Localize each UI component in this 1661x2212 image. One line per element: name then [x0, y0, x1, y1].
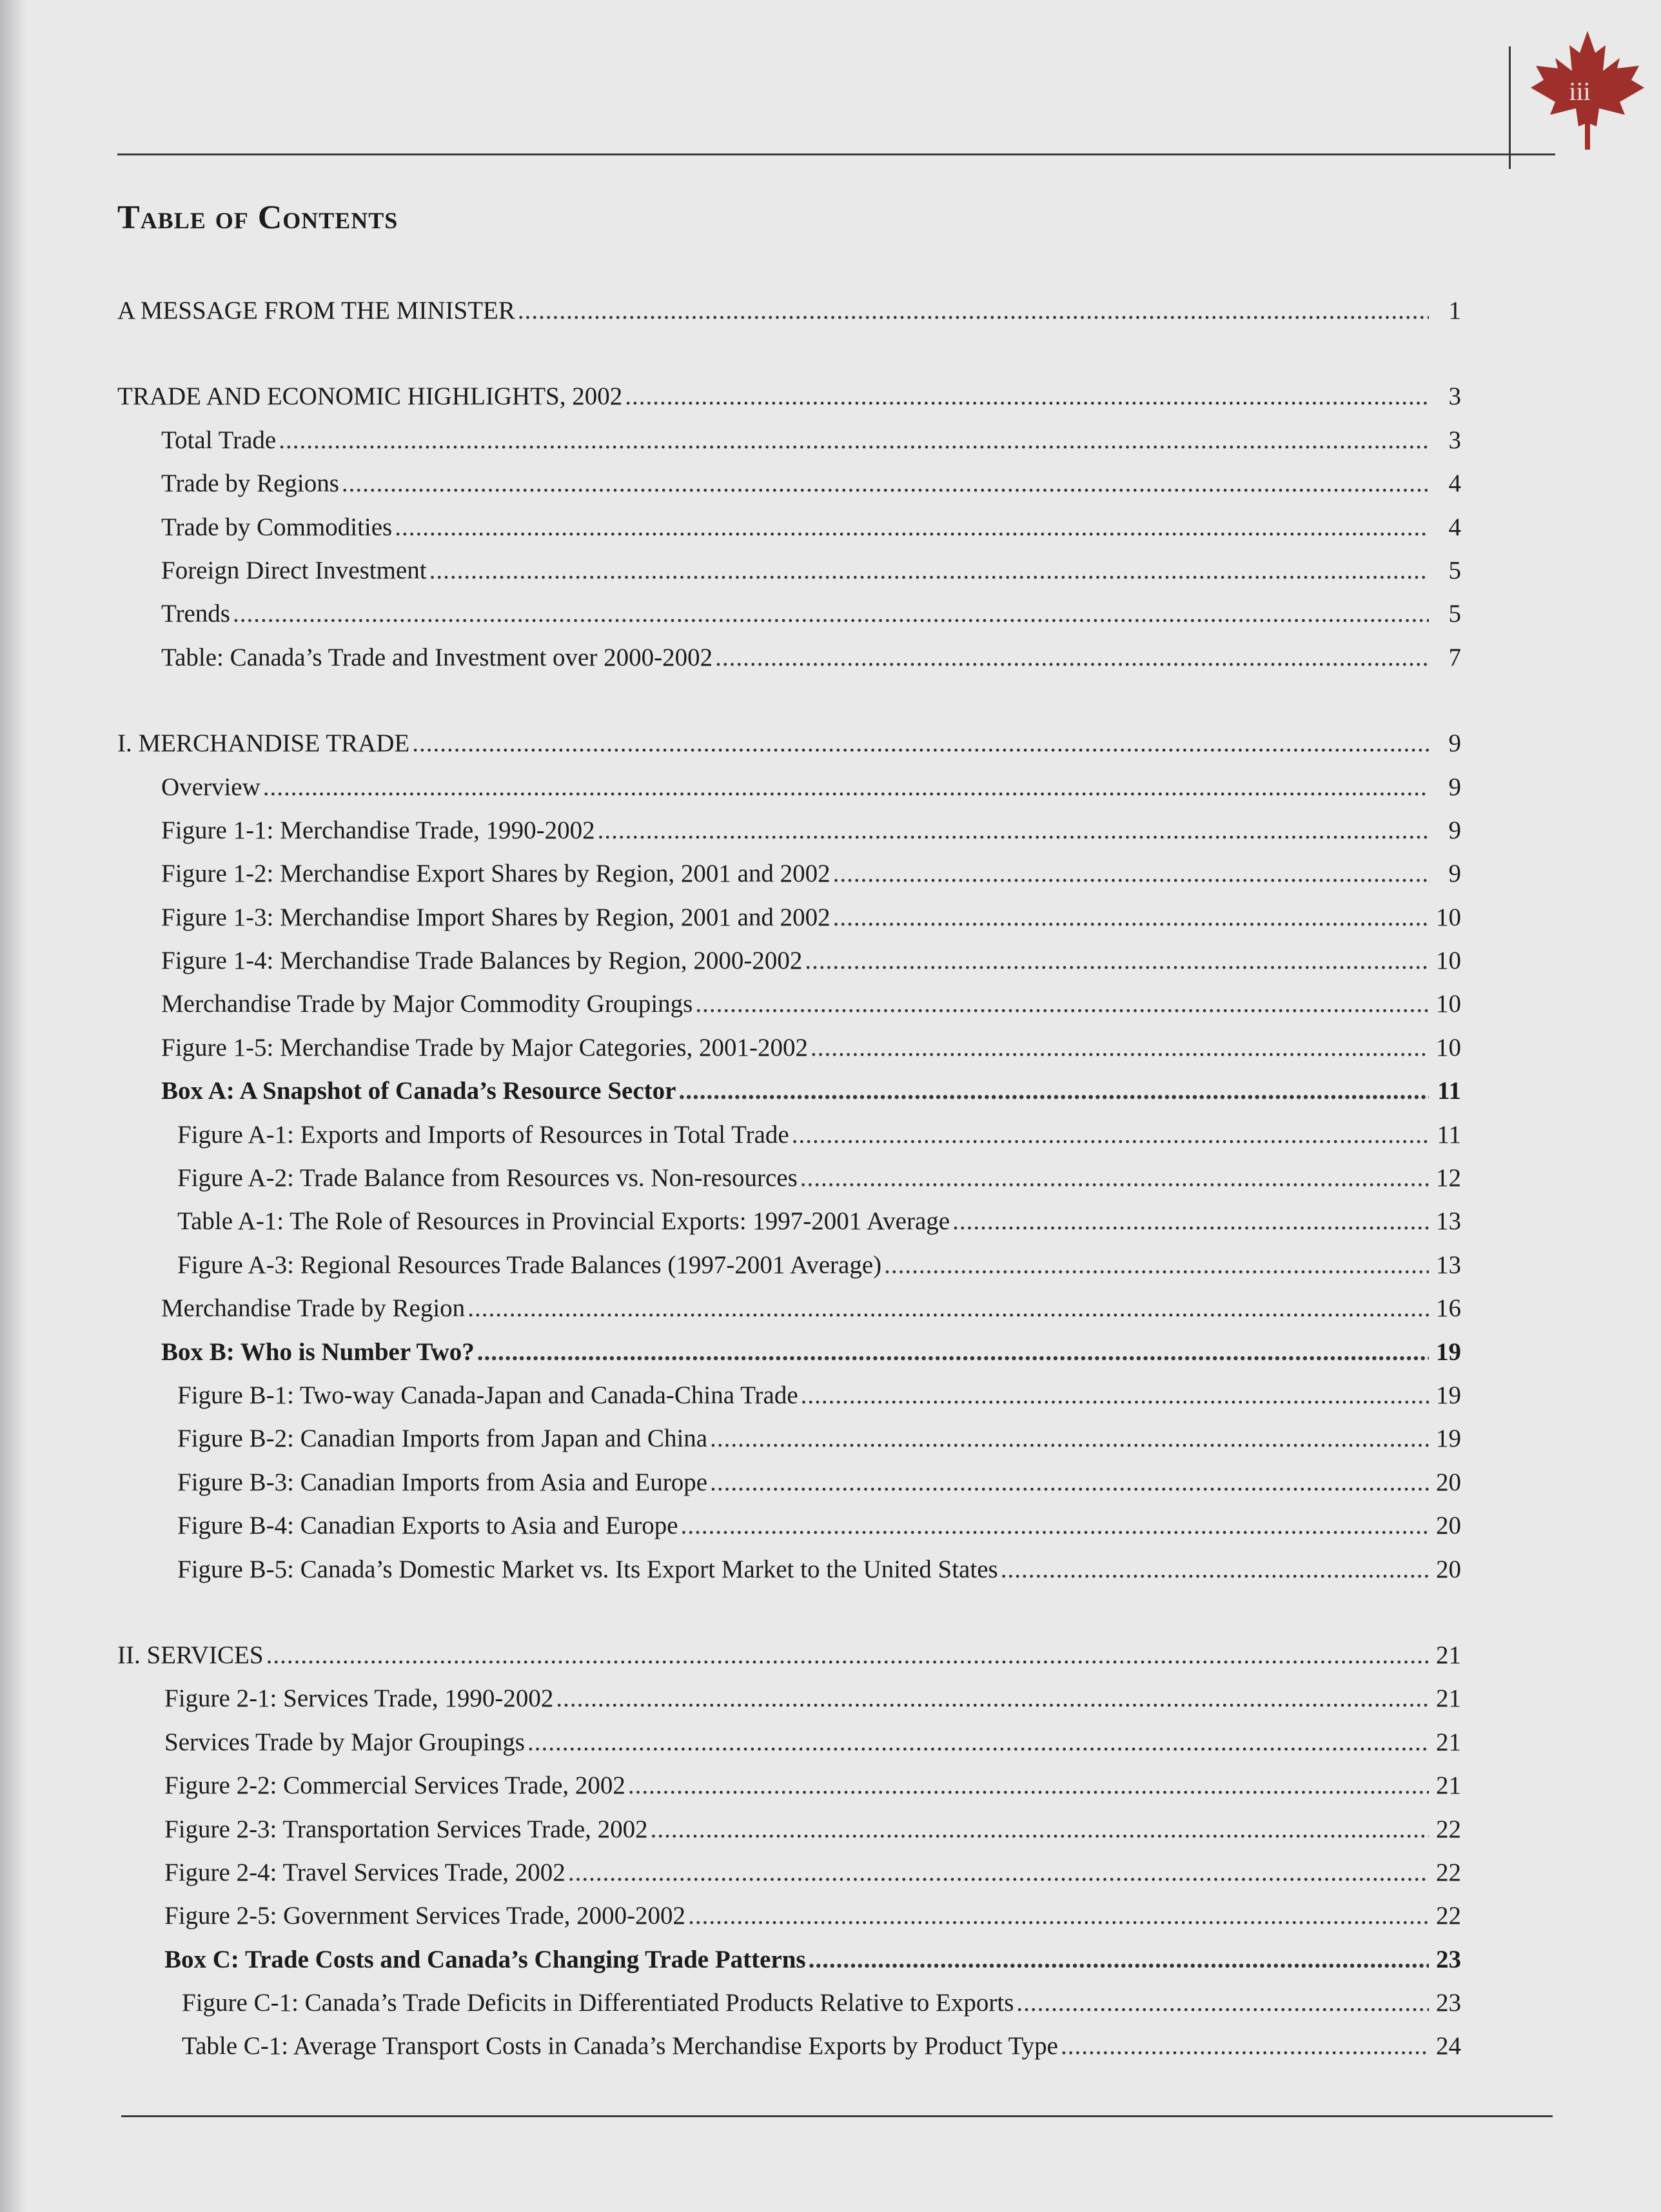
toc-section	[0, 375, 1661, 679]
toc-entry-page: 1	[1448, 297, 1461, 324]
toc-entry-label: Table A-1: The Role of Resources in Provincial Exports: 1997-2001 Average	[177, 1207, 950, 1236]
dot-leader	[477, 1330, 1429, 1374]
toc-entry[interactable]	[0, 1026, 1461, 1069]
toc-entry-page: 21	[1436, 1641, 1461, 1669]
header-rule	[117, 153, 1555, 155]
toc-entry[interactable]	[0, 1156, 1461, 1200]
toc-entry-page: 24	[1436, 2032, 1461, 2060]
toc-entry[interactable]	[0, 506, 1461, 549]
dot-leader	[233, 592, 1429, 635]
toc-entry-label: A MESSAGE FROM THE MINISTER	[117, 297, 515, 324]
toc-entry-label: Figure A-1: Exports and Imports of Resources in Total Trade	[177, 1120, 789, 1149]
toc-entry-page: 4	[1448, 513, 1461, 541]
toc-entry-page: 4	[1448, 469, 1461, 498]
toc-entry-page: 3	[1448, 426, 1461, 454]
toc-entry-page: 13	[1436, 1207, 1461, 1236]
toc-section	[0, 722, 1661, 1591]
toc-entry-page: 21	[1436, 1728, 1461, 1756]
toc-entry[interactable]	[0, 939, 1461, 982]
toc-entry-page: 11	[1437, 1120, 1461, 1149]
dot-leader	[527, 1721, 1429, 1764]
toc-entry[interactable]	[0, 1330, 1461, 1374]
toc-entry-page: 23	[1436, 1989, 1461, 2017]
dot-leader	[598, 809, 1429, 852]
dot-leader	[263, 765, 1429, 809]
toc-entry-page: 16	[1436, 1294, 1461, 1323]
toc-entry-label: Figure 2-3: Transportation Services Trade, 2002	[164, 1815, 648, 1843]
toc-entry[interactable]	[0, 982, 1461, 1025]
toc-section	[0, 289, 1661, 332]
toc-entry-page: 9	[1448, 816, 1461, 844]
toc-entry-page: 21	[1436, 1772, 1461, 1800]
toc-entry-label: Figure 1-2: Merchandise Export Shares by Region, 2001 and 2002	[161, 860, 830, 888]
dot-leader	[811, 1026, 1429, 1069]
table-of-contents	[0, 289, 1661, 2111]
toc-entry-page: 5	[1448, 600, 1461, 628]
toc-entry[interactable]	[0, 896, 1461, 939]
page-number: iii	[1569, 77, 1591, 106]
toc-entry-page: 13	[1436, 1250, 1461, 1279]
dot-leader	[805, 939, 1429, 982]
toc-entry-page: 9	[1448, 773, 1461, 801]
toc-entry[interactable]	[0, 1938, 1461, 1981]
dot-leader	[429, 549, 1429, 592]
toc-entry-label: Trends	[161, 600, 230, 628]
toc-entry[interactable]	[0, 1721, 1461, 1764]
dot-leader	[681, 1504, 1429, 1547]
toc-entry-label: Figure 1-4: Merchandise Trade Balances by Region, 2000-2002	[161, 947, 803, 975]
toc-entry-page: 7	[1448, 643, 1461, 671]
toc-entry-page: 22	[1436, 1902, 1461, 1930]
toc-entry-label: Figure A-2: Trade Balance from Resources vs. Non-resources	[177, 1164, 798, 1192]
toc-entry[interactable]	[0, 1417, 1461, 1460]
toc-entry-page: 11	[1437, 1077, 1461, 1105]
toc-entry[interactable]	[0, 765, 1461, 809]
toc-entry-page: 10	[1436, 990, 1461, 1018]
toc-entry[interactable]	[0, 1634, 1461, 1677]
toc-entry-page: 22	[1436, 1858, 1461, 1886]
toc-entry[interactable]	[0, 549, 1461, 592]
toc-entry-label: Services Trade by Major Groupings	[164, 1728, 525, 1756]
toc-section	[0, 1634, 1661, 2068]
toc-entry-label: I. MERCHANDISE TRADE	[117, 729, 410, 758]
toc-entry-label: II. SERVICES	[117, 1641, 264, 1669]
dot-leader	[395, 506, 1429, 549]
toc-entry-page: 19	[1436, 1381, 1461, 1409]
dot-leader	[628, 1764, 1429, 1807]
dot-leader	[342, 462, 1429, 505]
toc-entry-label: Merchandise Trade by Region	[161, 1294, 466, 1323]
dot-leader	[695, 982, 1429, 1025]
toc-entry[interactable]	[0, 1677, 1461, 1720]
toc-entry[interactable]	[0, 289, 1461, 332]
dot-leader	[809, 1938, 1429, 1981]
toc-entry-label: Figure B-1: Two-way Canada-Japan and Canada-China Trade	[177, 1381, 798, 1409]
toc-entry-label: Figure B-3: Canadian Imports from Asia and Europe	[177, 1468, 708, 1496]
toc-entry[interactable]	[0, 1808, 1461, 1851]
toc-entry-label: Trade by Commodities	[161, 513, 393, 541]
toc-entry-label: Figure 2-5: Government Services Trade, 2000-2002	[164, 1902, 686, 1930]
dot-leader	[678, 1069, 1429, 1112]
toc-entry-label: Figure 1-1: Merchandise Trade, 1990-2002	[161, 816, 595, 844]
toc-entry-label: Total Trade	[161, 426, 277, 454]
dot-leader	[792, 1113, 1429, 1156]
dot-leader	[710, 1461, 1429, 1504]
toc-entry[interactable]	[0, 852, 1461, 895]
toc-entry-label: Figure 2-2: Commercial Services Trade, 2002	[164, 1772, 625, 1800]
toc-entry[interactable]	[0, 1764, 1461, 1807]
dot-leader	[266, 1634, 1429, 1677]
dot-leader	[1061, 2024, 1429, 2068]
toc-entry[interactable]	[0, 1113, 1461, 1156]
toc-entry-label: Merchandise Trade by Major Commodity Groupings	[161, 990, 693, 1018]
toc-entry[interactable]	[0, 592, 1461, 635]
dot-leader	[625, 375, 1429, 418]
toc-entry-label: Box A: A Snapshot of Canada’s Resource Sector	[161, 1077, 676, 1105]
toc-entry-label: Figure C-1: Canada’s Trade Deficits in Differentiated Products Relative to Exports	[182, 1989, 1014, 2017]
toc-entry[interactable]	[0, 636, 1461, 679]
dot-leader	[467, 1287, 1429, 1330]
dot-leader	[518, 289, 1429, 332]
toc-entry-label: Figure 2-4: Travel Services Trade, 2002	[164, 1858, 565, 1886]
toc-entry[interactable]	[0, 2024, 1461, 2068]
toc-entry-label: Figure 2-1: Services Trade, 1990-2002	[164, 1684, 554, 1713]
toc-entry[interactable]	[0, 1287, 1461, 1330]
dot-leader	[801, 1374, 1429, 1417]
toc-entry-label: Figure 1-3: Merchandise Import Shares by Region, 2001 and 2002	[161, 903, 830, 931]
toc-entry-page: 20	[1436, 1468, 1461, 1496]
dot-leader	[688, 1894, 1429, 1937]
toc-entry-label: Trade by Regions	[161, 469, 339, 498]
toc-entry-page: 10	[1436, 903, 1461, 931]
toc-entry[interactable]	[0, 1851, 1461, 1894]
toc-entry-page: 21	[1436, 1684, 1461, 1713]
toc-entry[interactable]	[0, 1548, 1461, 1591]
toc-entry-page: 19	[1436, 1338, 1461, 1366]
toc-entry[interactable]	[0, 809, 1461, 852]
dot-leader	[715, 636, 1429, 679]
dot-leader	[800, 1156, 1429, 1200]
toc-title: Table of Contents	[117, 199, 398, 236]
dot-leader	[1016, 1981, 1429, 2024]
toc-entry-label: Figure A-3: Regional Resources Trade Balances (1997-2001 Average)	[177, 1250, 882, 1279]
toc-entry-page: 10	[1436, 947, 1461, 975]
toc-entry[interactable]	[0, 1374, 1461, 1417]
dot-leader	[556, 1677, 1429, 1720]
dot-leader	[279, 419, 1429, 462]
toc-entry-page: 20	[1436, 1512, 1461, 1540]
toc-entry[interactable]	[0, 1504, 1461, 1547]
toc-entry-label: TRADE AND ECONOMIC HIGHLIGHTS, 2002	[117, 382, 623, 411]
footer-rule	[121, 2115, 1553, 2117]
toc-entry[interactable]	[0, 462, 1461, 505]
toc-entry-label: Figure B-5: Canada’s Domestic Market vs. Its Export Market to the United States	[177, 1555, 998, 1583]
toc-entry-page: 9	[1448, 860, 1461, 888]
dot-leader	[412, 722, 1429, 765]
toc-entry-label: Table C-1: Average Transport Costs in Canada’s Merchandise Exports by Product Type	[182, 2032, 1058, 2060]
toc-entry[interactable]	[0, 1200, 1461, 1243]
dot-leader	[833, 896, 1429, 939]
toc-entry[interactable]	[0, 1981, 1461, 2024]
dot-leader	[884, 1243, 1429, 1287]
toc-entry-page: 22	[1436, 1815, 1461, 1843]
toc-entry[interactable]	[0, 1069, 1461, 1112]
dot-leader	[568, 1851, 1429, 1894]
toc-entry-page: 20	[1436, 1555, 1461, 1583]
dot-leader	[1001, 1548, 1429, 1591]
toc-entry-label: Table: Canada’s Trade and Investment over 2000-2002	[161, 643, 713, 671]
toc-entry-label: Figure 1-5: Merchandise Trade by Major Categories, 2001-2002	[161, 1033, 808, 1062]
dot-leader	[710, 1417, 1429, 1460]
toc-entry-label: Box C: Trade Costs and Canada’s Changing Trade Patterns	[164, 1945, 806, 1973]
toc-entry-page: 3	[1448, 382, 1461, 411]
toc-entry[interactable]	[0, 1461, 1461, 1504]
toc-entry-page: 5	[1448, 556, 1461, 584]
toc-entry-label: Box B: Who is Number Two?	[161, 1338, 475, 1366]
toc-entry[interactable]	[0, 1894, 1461, 1937]
dot-leader	[651, 1808, 1429, 1851]
toc-entry-label: Figure B-2: Canadian Imports from Japan and China	[177, 1425, 708, 1453]
toc-entry-label: Figure B-4: Canadian Exports to Asia and Europe	[177, 1512, 678, 1540]
dot-leader	[952, 1200, 1429, 1243]
toc-entry-label: Foreign Direct Investment	[161, 556, 427, 584]
toc-entry-page: 23	[1436, 1945, 1461, 1973]
toc-entry[interactable]	[0, 722, 1461, 765]
header-vertical-rule	[1509, 46, 1511, 169]
toc-entry[interactable]	[0, 1243, 1461, 1287]
toc-entry[interactable]	[0, 419, 1461, 462]
toc-entry[interactable]	[0, 375, 1461, 418]
toc-entry-page: 12	[1436, 1164, 1461, 1192]
toc-entry-page: 19	[1436, 1425, 1461, 1453]
toc-entry-page: 9	[1448, 729, 1461, 758]
toc-entry-label: Overview	[161, 773, 260, 801]
toc-entry-page: 10	[1436, 1033, 1461, 1062]
dot-leader	[833, 852, 1429, 895]
